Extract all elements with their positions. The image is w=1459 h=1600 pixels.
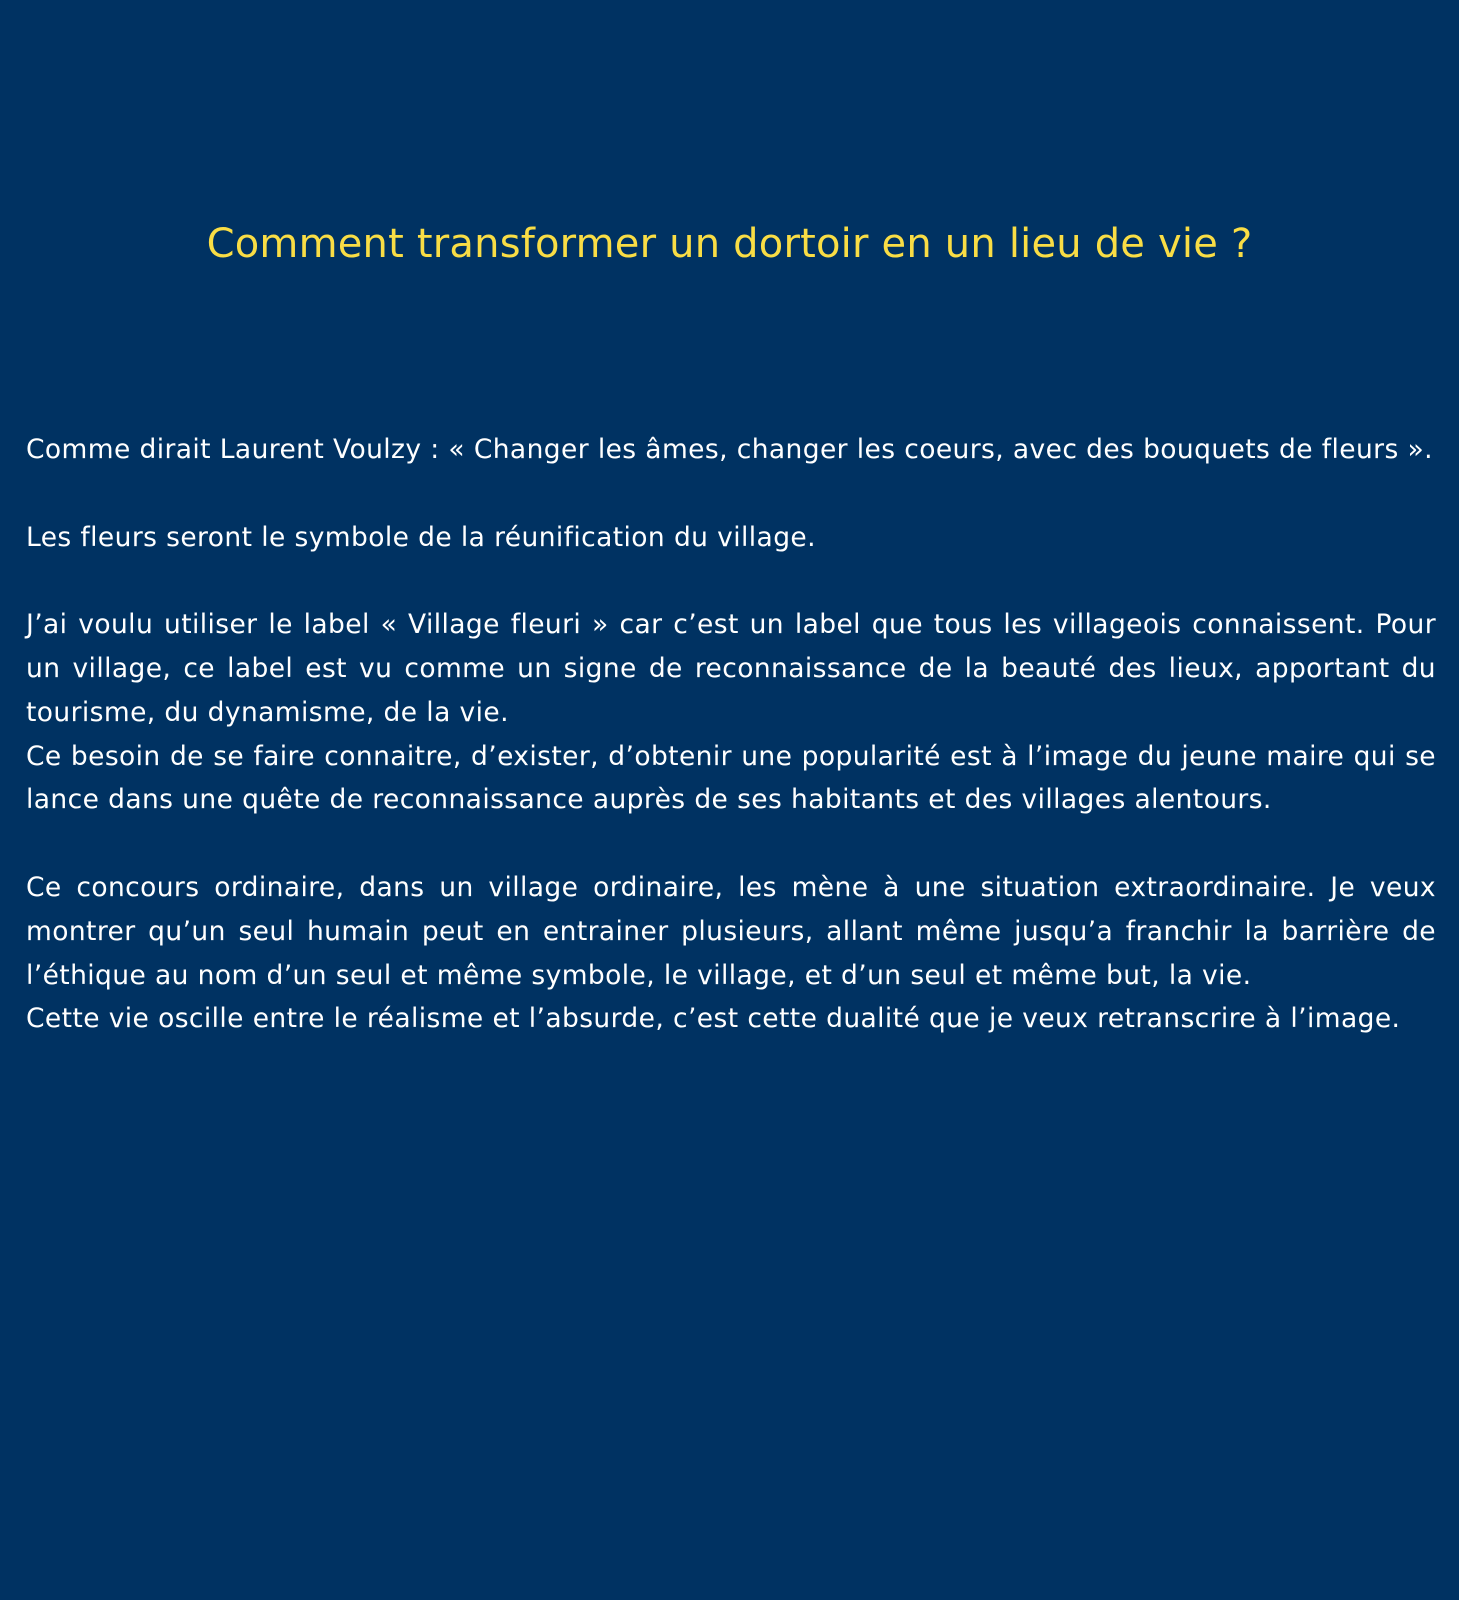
paragraph-flowers-symbol: Les fleurs seront le symbole de la réunification du village.	[26, 521, 816, 553]
page-title: Comment transformer un dortoir en un lieu de vie ?	[206, 221, 1253, 267]
paragraph-contest: Ce concours ordinaire, dans un village ordinaire, les mène à une situation extraordinaire. Je veux montrer qu’un seul humain peut en entrainer plusieurs, allant même jusqu’a franchir la barrière de l’éthique au nom d’un seul et même symbole, le village, et d’un seul et même but, la vie.	[26, 871, 1436, 991]
paragraph-spacer	[26, 472, 1436, 516]
paragraph-spacer	[26, 822, 1436, 866]
paragraph-voulzy-quote: Comme dirait Laurent Voulzy : « Changer les âmes, changer les coeurs, avec des bouquets de fleurs ».	[26, 434, 1433, 465]
paragraph-recognition: Ce besoin de se faire connaitre, d’exister, d’obtenir une popularité est à l’image du jeune maire qui se lance dans une quête de reconnaissance auprès de ses habitants et des villages alentours.	[26, 740, 1436, 816]
paragraph-spacer	[26, 559, 1436, 603]
body-text	[26, 428, 1436, 1041]
paragraph-duality: Cette vie oscille entre le réalisme et l’absurde, c’est cette dualité que je veux retranscrire à l’image.	[26, 1003, 1401, 1035]
paragraph-village-label: J’ai voulu utiliser le label « Village fleuri » car c’est un label que tous les villageois connaissent. Pour un village, ce label est vu comme un signe de reconnaissance de la beauté des lieux, apportant du tourisme, du dynamisme, de la vie.	[26, 609, 1436, 728]
